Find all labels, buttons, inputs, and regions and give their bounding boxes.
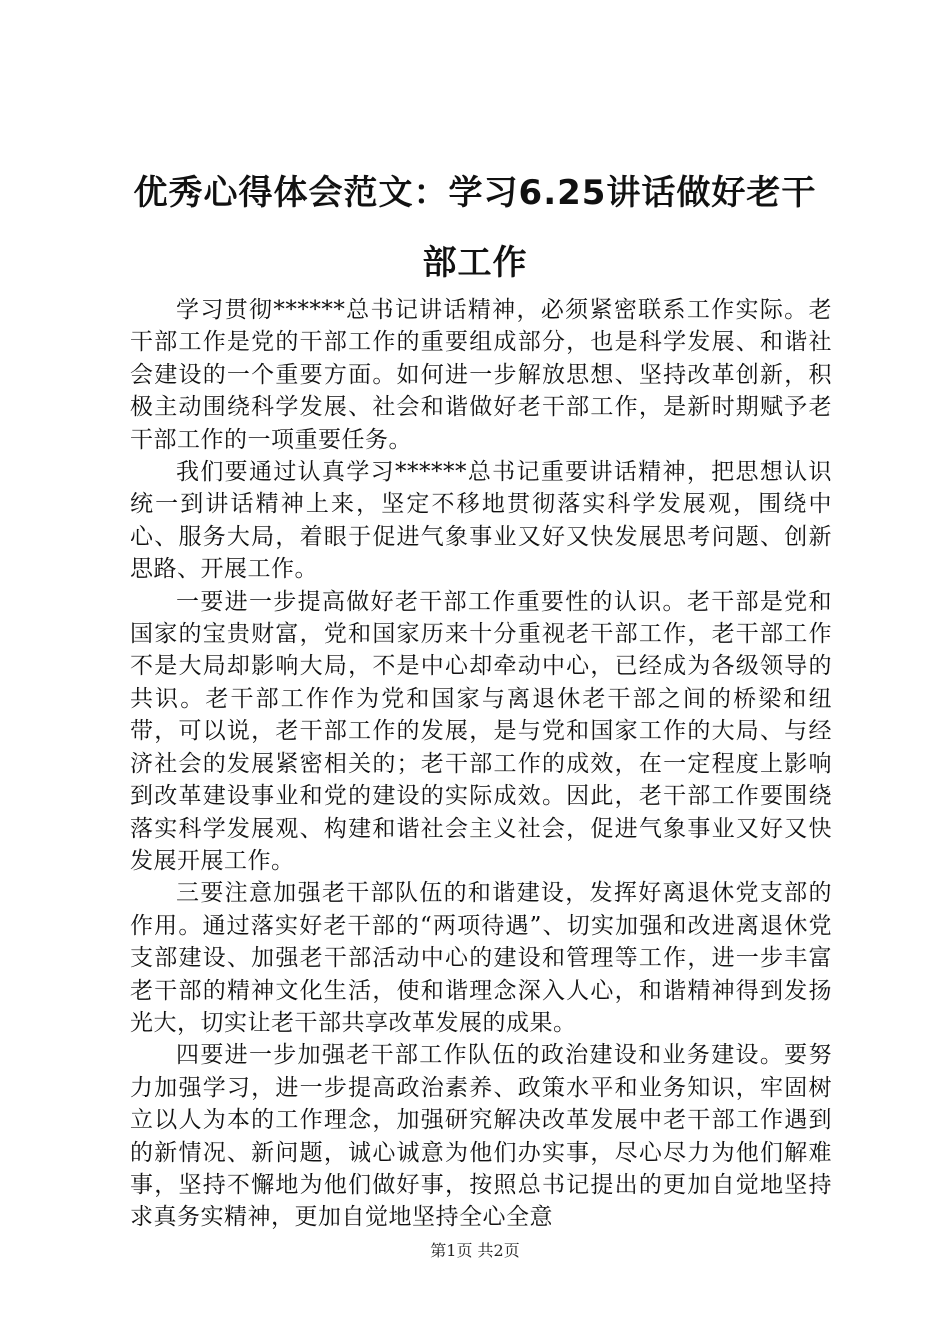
- page-footer: 第1页 共2页: [430, 1241, 520, 1260]
- paragraph-1: 学习贯彻******总书记讲话精神，必须紧密联系工作实际。老干部工作是党的干部工作的重要组成部分，也是科学发展、和谐社会建设的一个重要方面。如何进一步解放思想、坚持改革创新，积极主动围绕科学发展、社会和谐做好老干部工作，是新时期赋予老干部工作的一项重要任务。: [130, 297, 832, 453]
- paragraph-5: 四要进一步加强老干部工作队伍的政治建设和业务建设。要努力加强学习，进一步提高政治素养、政策水平和业务知识，牢固树立以人为本的工作理念，加强研究解决改革发展中老干部工作遇到的新情况、新问题，诚心诚意为他们办实事，尽心尽力为他们解难事，坚持不懈地为他们做好事，按照总书记提出的更加自觉地坚持求真务实精神，更加自觉地坚持全心全意: [130, 1042, 832, 1231]
- document-body: [130, 294, 832, 1234]
- paragraph-2: 我们要通过认真学习******总书记重要讲话精神，把思想认识统一到讲话精神上来，坚定不移地贯彻落实科学发展观，围绕中心、服务大局，着眼于促进气象事业又好又快发展思考问题、创新思路、开展工作。: [130, 459, 832, 583]
- paragraph-4: 三要注意加强老干部队伍的和谐建设，发挥好离退休党支部的作用。通过落实好老干部的“两项待遇”、切实加强和改进离退休党支部建设、加强老干部活动中心的建设和管理等工作，进一步丰富老干部的精神文化生活，使和谐理念深入人心，和谐精神得到发扬光大，切实让老干部共享改革发展的成果。: [130, 880, 832, 1036]
- document-title: 优秀心得体会范文：学习6.25讲话做好老干部工作: [133, 173, 817, 283]
- paragraph-3: 一要进一步提高做好老干部工作重要性的认识。老干部是党和国家的宝贵财富，党和国家历来十分重视老干部工作，老干部工作不是大局却影响大局，不是中心却牵动中心，已经成为各级领导的共识。老干部工作作为党和国家与离退休老干部之间的桥梁和纽带，可以说，老干部工作的发展，是与党和国家工作的大局、与经济社会的发展紧密相关的；老干部工作的成效，在一定程度上影响到改革建设事业和党的建设的实际成效。因此，老干部工作要围绕落实科学发展观、构建和谐社会主义社会，促进气象事业又好又快发展开展工作。: [130, 588, 832, 874]
